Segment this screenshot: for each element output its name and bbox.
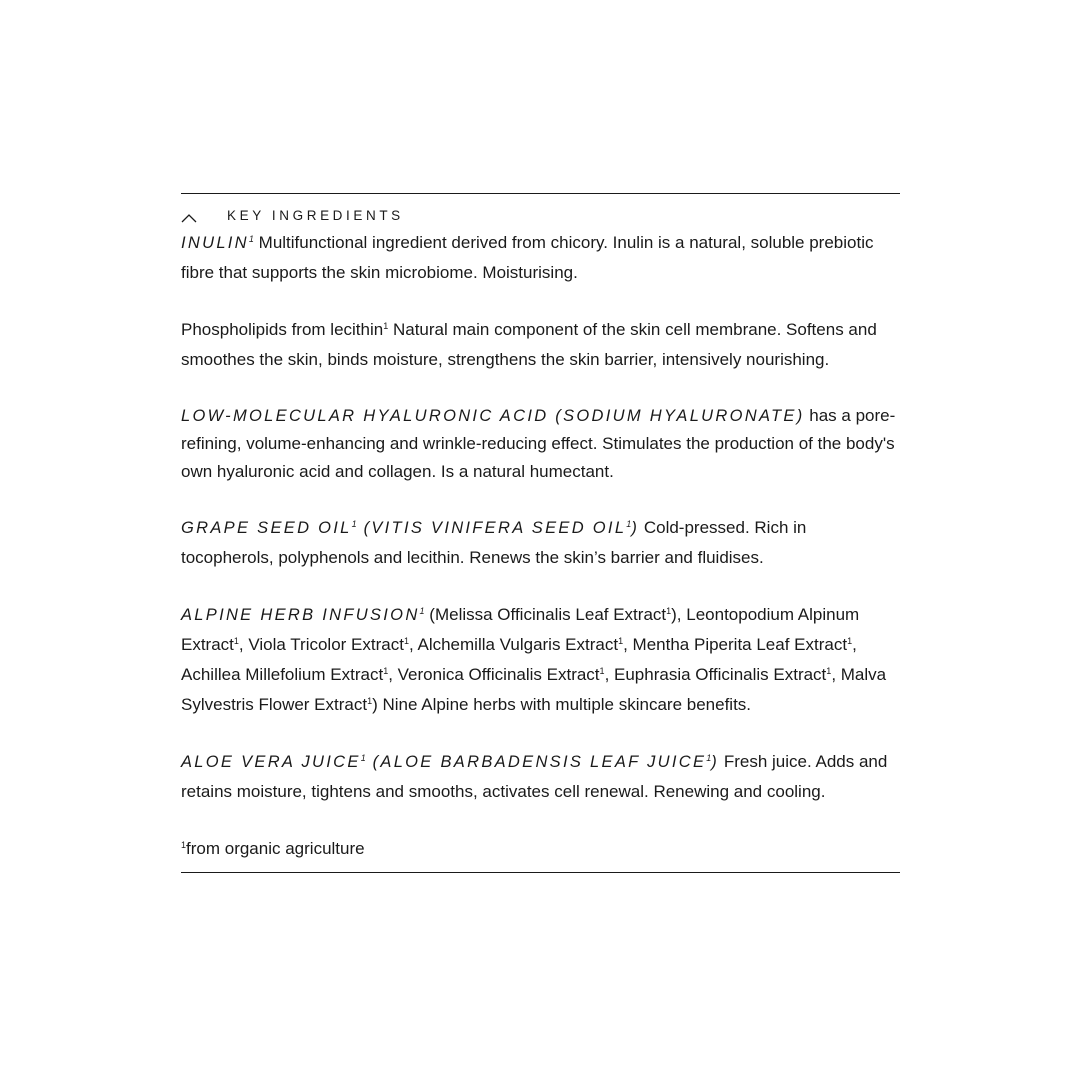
- accordion-title: KEY INGREDIENTS: [227, 207, 404, 223]
- ingredient-name: ALOE VERA JUICE$^1$ (ALOE BARBADENSIS LEAF JUICE$^1$): [181, 753, 720, 771]
- ingredient-description: Natural main component of the skin cell membrane. Softens and smoothes the skin, binds moisture, strengthens the skin barrier, intensively nourishing.: [181, 320, 877, 369]
- ingredient-grape-seed-oil: [181, 513, 900, 573]
- ingredient-description: has a pore-refining, volume-enhancing and wrinkle-reducing effect. Stimulates the production of the body's own hyaluronic acid and collagen. Is a natural humectant.: [181, 406, 896, 481]
- ingredient-name: ALPINE HERB INFUSION$^1$: [181, 606, 425, 624]
- ingredient-name: Phospholipids from lecithin$^1$: [181, 320, 389, 339]
- ingredient-inulin: [181, 228, 900, 288]
- ingredient-name: LOW-MOLECULAR HYALURONIC ACID (SODIUM HYALURONATE): [181, 407, 805, 425]
- ingredient-hyaluronic-acid: [181, 402, 900, 486]
- ingredient-name: INULIN$^1$: [181, 234, 254, 252]
- ingredient-description: Cold-pressed. Rich in tocopherols, polyphenols and lecithin. Renews the skin’s barrier and fluidises.: [181, 518, 807, 567]
- key-ingredients-accordion: [181, 193, 900, 873]
- ingredient-phospholipids: [181, 315, 900, 375]
- chevron-up-icon[interactable]: [181, 210, 197, 220]
- ingredient-aloe-vera-juice: [181, 747, 900, 807]
- ingredient-name: GRAPE SEED OIL$^1$ (VITIS VINIFERA SEED OIL$^1$): [181, 519, 640, 537]
- ingredient-description: Multifunctional ingredient derived from chicory. Inulin is a natural, soluble prebiotic fibre that supports the skin microbiome. Moisturising.: [181, 233, 874, 282]
- accordion-content: [181, 228, 900, 864]
- ingredient-alpine-herb-infusion: [181, 600, 900, 720]
- ingredient-description: Fresh juice. Adds and retains moisture, tightens and smooths, activates cell renewal. Renewing and cooling.: [181, 752, 888, 801]
- ingredient-description: (Melissa Officinalis Leaf Extract$^1$), Leontopodium Alpinum Extract$^1$, Viola Tricolor Extract$^1$, Alchemilla Vulgaris Extract$^1$, Mentha Piperita Leaf Extract$^1$, Achillea Millefolium Extract$^1$, Veronica Officinalis Extract$^1$, Euphrasia Officinalis Extract$^1$, Malva Sylvestris Flower Extract$^1$) Nine Alpine herbs with multiple skincare benefits.: [181, 605, 887, 714]
- bottom-divider: [181, 872, 900, 873]
- footnote: $^1$from organic agriculture: [181, 839, 365, 858]
